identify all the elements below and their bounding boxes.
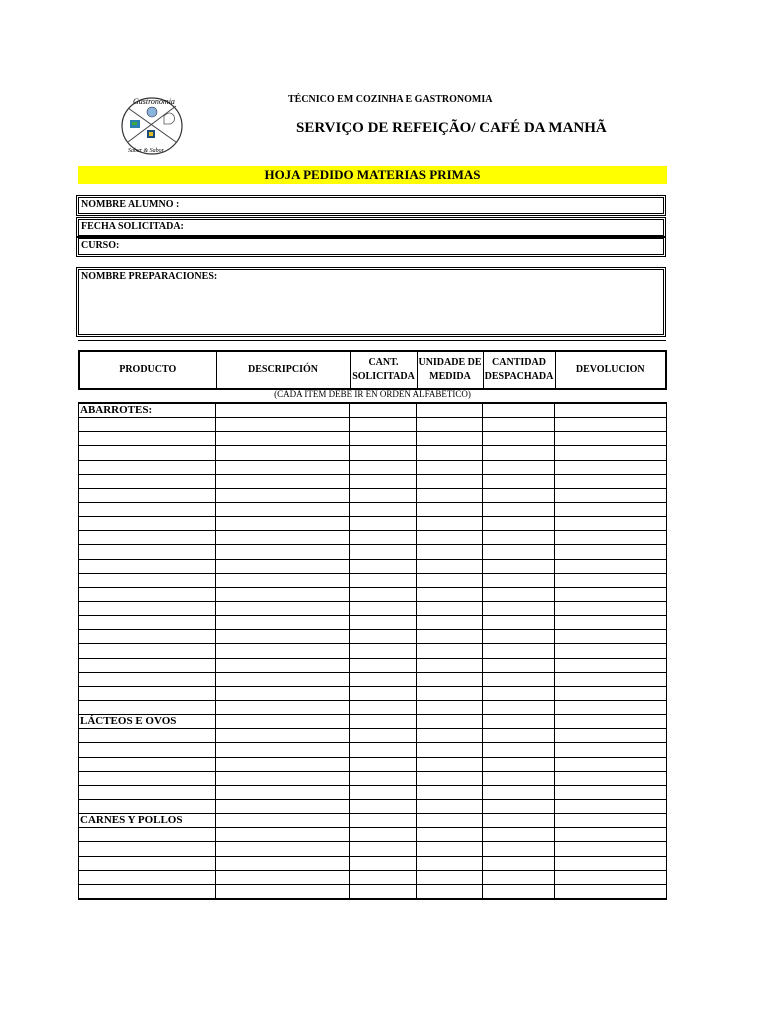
col-producto: PRODUCTO (79, 351, 216, 389)
table-cell[interactable] (350, 418, 417, 432)
table-cell[interactable] (483, 884, 555, 899)
table-cell[interactable] (79, 432, 216, 446)
col-devolucion: DEVOLUCION (555, 351, 666, 389)
table-cell[interactable] (216, 884, 350, 899)
table-cell[interactable] (483, 517, 555, 531)
table-row (79, 757, 667, 771)
table-row (79, 856, 667, 870)
table-cell[interactable] (79, 559, 216, 573)
table-cell[interactable] (216, 630, 350, 644)
table-cell[interactable] (483, 870, 555, 884)
table-cell[interactable] (417, 601, 483, 615)
table-cell[interactable] (555, 870, 667, 884)
table-cell[interactable] (350, 814, 417, 828)
table-cell[interactable] (350, 870, 417, 884)
table-cell[interactable] (216, 403, 350, 418)
table-cell[interactable] (555, 700, 667, 714)
table-cell[interactable] (79, 729, 216, 743)
table-cell[interactable] (350, 686, 417, 700)
table-cell[interactable] (483, 700, 555, 714)
table-cell[interactable] (483, 715, 555, 729)
table-cell[interactable] (350, 630, 417, 644)
table-cell[interactable] (483, 460, 555, 474)
curso-field[interactable] (78, 238, 664, 255)
table-cell[interactable] (555, 616, 667, 630)
table-cell[interactable] (350, 446, 417, 460)
table-cell[interactable] (79, 700, 216, 714)
table-cell[interactable] (555, 672, 667, 686)
table-cell[interactable] (483, 771, 555, 785)
table-cell[interactable] (216, 446, 350, 460)
table-cell[interactable] (417, 828, 483, 842)
table-cell[interactable] (350, 517, 417, 531)
table-cell[interactable] (417, 743, 483, 757)
table-cell[interactable] (350, 573, 417, 587)
table-cell[interactable] (555, 828, 667, 842)
table-row (79, 502, 667, 516)
table-cell[interactable] (216, 460, 350, 474)
table-cell[interactable] (79, 785, 216, 799)
table-cell[interactable] (216, 573, 350, 587)
table-row (79, 870, 667, 884)
table-cell[interactable] (483, 531, 555, 545)
table-cell[interactable] (417, 870, 483, 884)
col-unidad-line2: MEDIDA (429, 371, 471, 382)
curso-label: CURSO: (81, 240, 120, 251)
table-cell[interactable] (79, 672, 216, 686)
table-cell[interactable] (417, 700, 483, 714)
table-cell[interactable] (417, 474, 483, 488)
table-cell[interactable] (555, 488, 667, 502)
table-row (79, 799, 667, 813)
col-unidad-medida (417, 351, 483, 389)
table-row (79, 517, 667, 531)
table-cell[interactable] (555, 771, 667, 785)
table-cell[interactable] (417, 842, 483, 856)
table-cell[interactable] (79, 573, 216, 587)
section-label: LÁCTEOS E OVOS (79, 715, 216, 729)
table-row (79, 884, 667, 899)
table-cell[interactable] (350, 743, 417, 757)
table-cell[interactable] (555, 517, 667, 531)
table-row (79, 828, 667, 842)
table-cell[interactable] (417, 488, 483, 502)
table-cell[interactable] (483, 757, 555, 771)
table-cell[interactable] (555, 587, 667, 601)
table-cell[interactable] (350, 757, 417, 771)
table-cell[interactable] (79, 587, 216, 601)
table-cell[interactable] (483, 616, 555, 630)
table-row (79, 531, 667, 545)
table-cell[interactable] (483, 743, 555, 757)
table-cell[interactable] (350, 856, 417, 870)
table-cell[interactable] (350, 601, 417, 615)
table-row (79, 488, 667, 502)
col-cantidad-line2: DESPACHADA (484, 371, 554, 382)
form-banner: HOJA PEDIDO MATERIAS PRIMAS (78, 166, 667, 184)
table-cell[interactable] (555, 418, 667, 432)
table-cell[interactable] (417, 418, 483, 432)
table-cell[interactable] (216, 743, 350, 757)
table-cell[interactable] (483, 545, 555, 559)
table-cell[interactable] (555, 460, 667, 474)
col-cant-line1: CANT. (368, 357, 399, 368)
table-row (79, 559, 667, 573)
table-cell[interactable] (483, 474, 555, 488)
table-row (79, 616, 667, 630)
table-cell[interactable] (350, 700, 417, 714)
table-cell[interactable] (79, 474, 216, 488)
table-row (79, 658, 667, 672)
col-unidad-line1: UNIDADE DE (418, 357, 482, 368)
table-cell[interactable] (417, 587, 483, 601)
table-cell[interactable] (555, 785, 667, 799)
table-cell[interactable] (555, 799, 667, 813)
table-cell[interactable] (79, 884, 216, 899)
table-cell[interactable] (79, 658, 216, 672)
table-cell[interactable] (216, 474, 350, 488)
table-cell[interactable] (417, 644, 483, 658)
table-cell[interactable] (417, 757, 483, 771)
table-cell[interactable] (483, 785, 555, 799)
table-cell[interactable] (483, 630, 555, 644)
table-cell[interactable] (483, 446, 555, 460)
table-cell[interactable] (216, 729, 350, 743)
table-cell[interactable] (417, 715, 483, 729)
table-cell[interactable] (79, 601, 216, 615)
table-cell[interactable] (417, 531, 483, 545)
table-cell[interactable] (555, 601, 667, 615)
order-table (78, 402, 667, 900)
table-cell[interactable] (555, 446, 667, 460)
table-cell[interactable] (350, 587, 417, 601)
table-cell[interactable] (216, 432, 350, 446)
col-cantidad-despachada (483, 351, 555, 389)
table-cell[interactable] (483, 644, 555, 658)
table-cell[interactable] (216, 601, 350, 615)
table-cell[interactable] (350, 771, 417, 785)
table-cell[interactable] (483, 814, 555, 828)
nombre-preparaciones-field[interactable] (78, 269, 664, 335)
table-cell[interactable] (417, 502, 483, 516)
table-row (79, 573, 667, 587)
table-cell[interactable] (79, 418, 216, 432)
course-subtitle: TÉCNICO EM COZINHA E GASTRONOMIA (288, 94, 493, 105)
table-cell[interactable] (216, 531, 350, 545)
table-cell[interactable] (350, 644, 417, 658)
table-cell[interactable] (417, 517, 483, 531)
table-cell[interactable] (216, 672, 350, 686)
table-cell[interactable] (79, 842, 216, 856)
table-cell[interactable] (483, 799, 555, 813)
table-cell[interactable] (216, 828, 350, 842)
table-cell[interactable] (350, 884, 417, 899)
table-cell[interactable] (417, 545, 483, 559)
table-cell[interactable] (483, 502, 555, 516)
table-cell[interactable] (483, 729, 555, 743)
table-cell[interactable] (555, 573, 667, 587)
col-cant-line2: SOLICITADA (352, 371, 415, 382)
table-cell[interactable] (216, 517, 350, 531)
table-cell[interactable] (483, 842, 555, 856)
table-cell[interactable] (79, 743, 216, 757)
divider (78, 340, 666, 341)
table-row (79, 418, 667, 432)
table-cell[interactable] (350, 488, 417, 502)
table-cell[interactable] (483, 403, 555, 418)
table-row (79, 686, 667, 700)
table-cell[interactable] (417, 729, 483, 743)
table-cell[interactable] (555, 743, 667, 757)
table-cell[interactable] (216, 799, 350, 813)
table-cell[interactable] (79, 517, 216, 531)
school-logo (110, 92, 190, 160)
table-cell[interactable] (483, 488, 555, 502)
table-cell[interactable] (79, 630, 216, 644)
table-cell[interactable] (216, 488, 350, 502)
table-cell[interactable] (216, 545, 350, 559)
nombre-preparaciones-label: NOMBRE PREPARACIONES: (81, 271, 218, 282)
table-cell[interactable] (79, 686, 216, 700)
table-cell[interactable] (79, 828, 216, 842)
table-cell[interactable] (555, 474, 667, 488)
table-cell[interactable] (417, 432, 483, 446)
table-cell[interactable] (417, 785, 483, 799)
col-cant-solicitada (350, 351, 417, 389)
table-cell[interactable] (555, 814, 667, 828)
table-cell[interactable] (555, 715, 667, 729)
table-cell[interactable] (79, 616, 216, 630)
table-cell[interactable] (216, 502, 350, 516)
table-cell[interactable] (555, 531, 667, 545)
table-cell[interactable] (79, 856, 216, 870)
table-cell[interactable] (350, 432, 417, 446)
table-cell[interactable] (350, 729, 417, 743)
table-cell[interactable] (483, 658, 555, 672)
table-cell[interactable] (483, 559, 555, 573)
table-cell[interactable] (216, 771, 350, 785)
section-label: ABARROTES: (79, 403, 216, 418)
table-cell[interactable] (350, 474, 417, 488)
table-cell[interactable] (216, 856, 350, 870)
table-row (79, 785, 667, 799)
table-cell[interactable] (216, 644, 350, 658)
table-cell[interactable] (417, 616, 483, 630)
table-cell[interactable] (483, 432, 555, 446)
table-cell[interactable] (350, 658, 417, 672)
nombre-alumno-field[interactable] (78, 197, 664, 214)
table-cell[interactable] (555, 630, 667, 644)
table-cell[interactable] (350, 828, 417, 842)
table-cell[interactable] (216, 700, 350, 714)
table-cell[interactable] (555, 432, 667, 446)
table-cell[interactable] (417, 884, 483, 899)
table-cell[interactable] (555, 502, 667, 516)
table-row (79, 545, 667, 559)
table-cell[interactable] (216, 814, 350, 828)
table-row (79, 432, 667, 446)
table-cell[interactable] (417, 460, 483, 474)
table-cell[interactable] (79, 757, 216, 771)
table-cell[interactable] (417, 672, 483, 686)
table-row (79, 446, 667, 460)
table-cell[interactable] (216, 658, 350, 672)
table-cell[interactable] (216, 870, 350, 884)
table-cell[interactable] (350, 545, 417, 559)
col-descripcion: DESCRIPCIÓN (216, 351, 350, 389)
table-cell[interactable] (350, 460, 417, 474)
section-row (79, 715, 667, 729)
table-cell[interactable] (483, 573, 555, 587)
table-cell[interactable] (417, 856, 483, 870)
table-cell[interactable] (555, 842, 667, 856)
table-cell[interactable] (350, 715, 417, 729)
table-cell[interactable] (417, 799, 483, 813)
table-cell[interactable] (417, 771, 483, 785)
table-row (79, 672, 667, 686)
table-row (79, 587, 667, 601)
table-cell[interactable] (417, 658, 483, 672)
table-cell[interactable] (555, 686, 667, 700)
table-cell[interactable] (417, 630, 483, 644)
table-cell[interactable] (417, 559, 483, 573)
table-cell[interactable] (350, 799, 417, 813)
table-row (79, 842, 667, 856)
table-cell[interactable] (555, 644, 667, 658)
table-cell[interactable] (555, 658, 667, 672)
table-cell[interactable] (79, 799, 216, 813)
table-cell[interactable] (417, 686, 483, 700)
table-cell[interactable] (555, 545, 667, 559)
table-cell[interactable] (350, 842, 417, 856)
table-cell[interactable] (555, 559, 667, 573)
table-cell[interactable] (216, 418, 350, 432)
table-cell[interactable] (216, 686, 350, 700)
table-note: (CADA ITEM DEBE IR EN ORDEN ALFABÉTICO) (274, 389, 471, 399)
table-cell[interactable] (79, 488, 216, 502)
table-cell[interactable] (79, 446, 216, 460)
table-row (79, 460, 667, 474)
table-cell[interactable] (350, 672, 417, 686)
table-row (79, 771, 667, 785)
section-row (79, 403, 667, 418)
nombre-alumno-label: NOMBRE ALUMNO : (81, 199, 180, 210)
table-row (79, 700, 667, 714)
table-cell[interactable] (483, 686, 555, 700)
table-cell[interactable] (417, 446, 483, 460)
table-cell[interactable] (216, 616, 350, 630)
section-row (79, 814, 667, 828)
table-cell[interactable] (216, 842, 350, 856)
table-cell[interactable] (79, 644, 216, 658)
logo-text-bottom: Saber & Sabor (128, 148, 164, 154)
col-cantidad-line1: CANTIDAD (492, 357, 546, 368)
table-cell[interactable] (350, 502, 417, 516)
table-header (78, 350, 667, 390)
table-cell[interactable] (417, 403, 483, 418)
table-row (79, 630, 667, 644)
table-cell[interactable] (216, 715, 350, 729)
table-cell[interactable] (417, 573, 483, 587)
table-cell[interactable] (555, 856, 667, 870)
table-cell[interactable] (350, 559, 417, 573)
table-cell[interactable] (79, 870, 216, 884)
table-cell[interactable] (483, 587, 555, 601)
table-cell[interactable] (555, 884, 667, 899)
table-cell[interactable] (417, 814, 483, 828)
section-label: CARNES Y POLLOS (79, 814, 216, 828)
table-cell[interactable] (216, 587, 350, 601)
logo-text-top: Gastronomia (133, 97, 175, 106)
table-cell[interactable] (79, 460, 216, 474)
table-cell[interactable] (79, 531, 216, 545)
table-cell[interactable] (350, 531, 417, 545)
table-cell[interactable] (79, 771, 216, 785)
fecha-solicitada-label: FECHA SOLICITADA: (81, 221, 184, 232)
fecha-solicitada-field[interactable] (78, 219, 664, 236)
table-row (79, 644, 667, 658)
table-cell[interactable] (79, 545, 216, 559)
table-cell[interactable] (79, 502, 216, 516)
table-cell[interactable] (555, 757, 667, 771)
table-cell[interactable] (483, 856, 555, 870)
table-cell[interactable] (350, 403, 417, 418)
table-cell[interactable] (350, 785, 417, 799)
table-row (79, 474, 667, 488)
table-cell[interactable] (483, 828, 555, 842)
table-cell[interactable] (483, 672, 555, 686)
page-title: SERVIÇO DE REFEIÇÃO/ CAFÉ DA MANHÃ (296, 120, 607, 136)
table-cell[interactable] (483, 601, 555, 615)
table-cell[interactable] (216, 757, 350, 771)
table-cell[interactable] (555, 403, 667, 418)
table-cell[interactable] (555, 729, 667, 743)
table-cell[interactable] (350, 616, 417, 630)
table-row (79, 729, 667, 743)
table-cell[interactable] (483, 418, 555, 432)
table-row (79, 601, 667, 615)
table-row (79, 743, 667, 757)
table-cell[interactable] (216, 785, 350, 799)
table-cell[interactable] (216, 559, 350, 573)
